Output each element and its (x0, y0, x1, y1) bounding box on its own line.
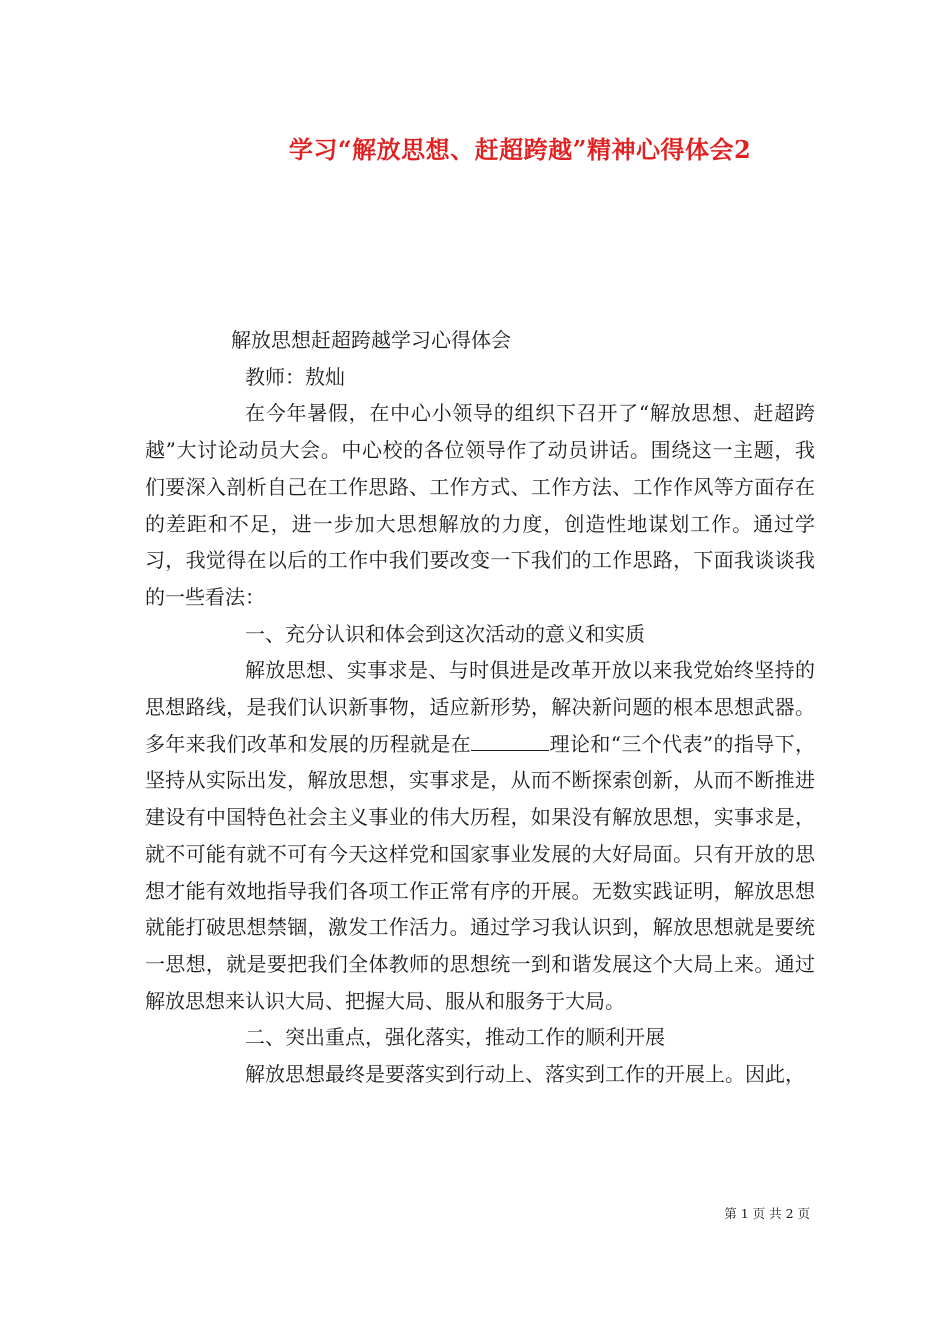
section-heading-1: 一、充分认识和体会到这次活动的意义和实质 (245, 621, 645, 646)
document-body (145, 322, 815, 1093)
page-number: 第 1 页 共 2 页 (724, 1206, 810, 1221)
paragraph-section-1 (145, 652, 815, 1019)
author-line: 教师：敖灿 (245, 364, 345, 389)
paragraph-section-2: 解放思想最终是要落实到行动上、落实到工作的开展上。因此， (245, 1062, 805, 1087)
paragraph-section-1-part-a: 解放思想、实事求是、与时俱进是改革开放以来我党始终坚持的思想路线，是我们认识新事物，适应新形势，解决新问题的根本思想武器。多年来我们改革和发展的历程就是在 (145, 658, 815, 756)
fill-in-blank (471, 732, 549, 751)
document-subtitle: 解放思想赶超跨越学习心得体会 (231, 328, 511, 352)
document-title: 学习“解放思想、赶超跨越”精神心得体会2 (288, 135, 752, 164)
paragraph-intro: 在今年暑假，在中心小领导的组织下召开了“解放思想、赶超跨越”大讨论动员大会。中心校的各位领导作了动员讲话。围绕这一主题，我们要深入剖析自己在工作思路、工作方式、工作方法、工作作风等方面存在的差距和不足，进一步加大思想解放的力度，创造性地谋划工作。通过学习，我觉得在以后的工作中我们要改变一下我们的工作思路，下面我谈谈我的一些看法： (145, 401, 815, 609)
paragraph-section-1-part-b: 理论和“三个代表”的指导下，坚持从实际出发，解放思想，实事求是，从而不断探索创新，从而不断推进建设有中国特色社会主义事业的伟大历程，如果没有解放思想，实事求是，就不可能有就不可有今天这样党和国家事业发展的大好局面。只有开放的思想才能有效地指导我们各项工作正常有序的开展。无数实践证明，解放思想就能打破思想禁锢，激发工作活力。通过学习我认识到，解放思想就是要统一思想，就是要把我们全体教师的思想统一到和谐发展这个大局上来。通过解放思想来认识大局、把握大局、服从和服务于大局。 (145, 731, 816, 1013)
section-heading-2: 二、突出重点，强化落实，推动工作的顺利开展 (245, 1025, 665, 1050)
